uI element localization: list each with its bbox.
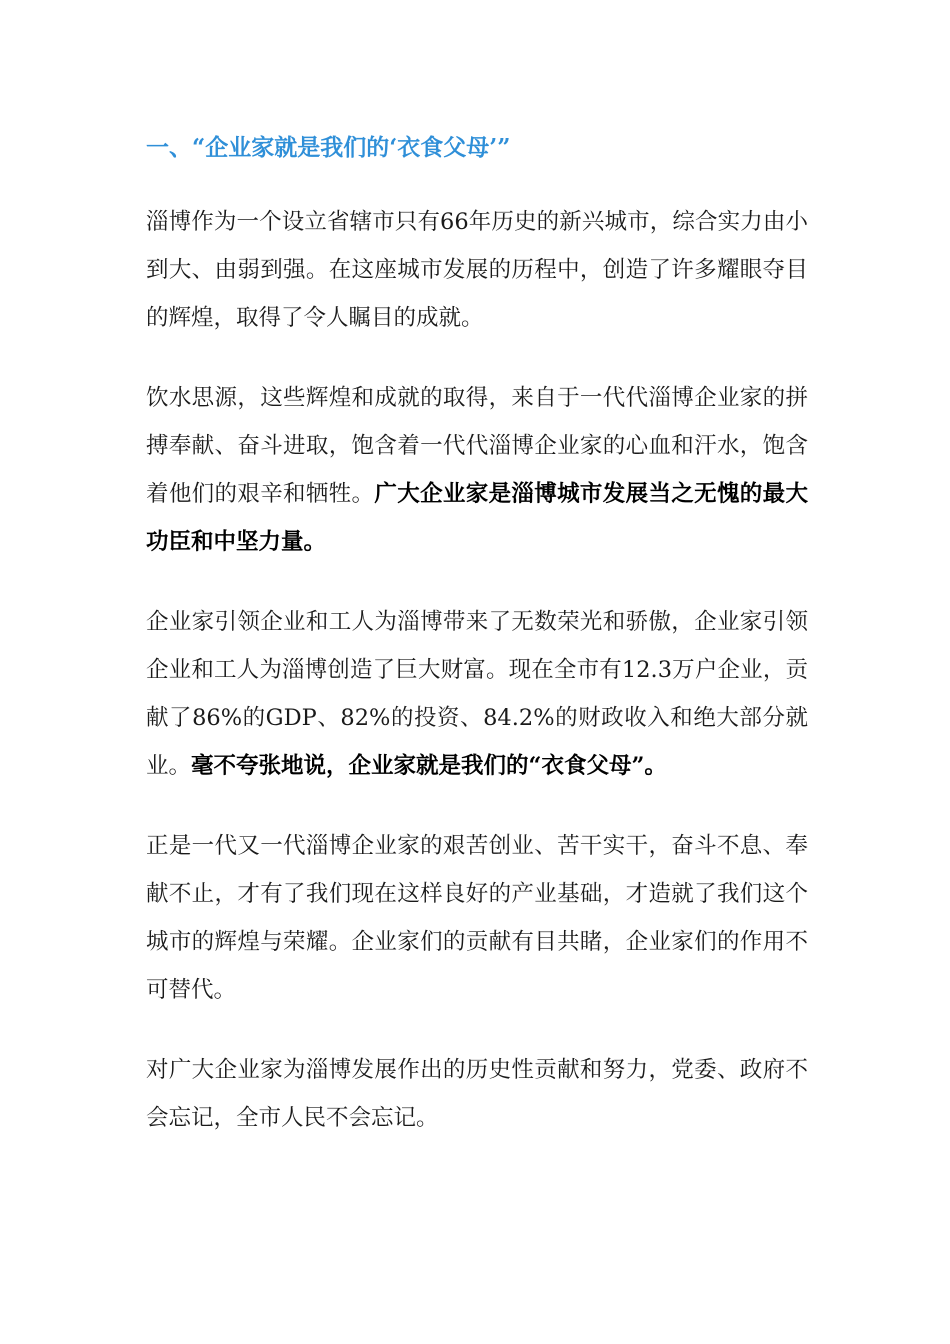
paragraph-2-bold-text: 广大企业家是淄博城市发展当之无愧的最大功臣和中坚力量。 bbox=[146, 481, 808, 555]
document-content bbox=[146, 128, 808, 1174]
section-heading: 一、“企业家就是我们的‘衣食父母’” bbox=[146, 134, 511, 161]
paragraph-4-text: 正是一代又一代淄博企业家的艰苦创业、苦干实干，奋斗不息、奉献不止，才有了我们现在这样良好的产业基础，才造就了我们这个城市的辉煌与荣耀。企业家们的贡献有目共睹，企业家们的作用不可替代。 bbox=[146, 833, 808, 1003]
paragraph-3-bold-text: 毫不夸张地说，企业家就是我们的“衣食父母”。 bbox=[191, 753, 667, 779]
paragraph-2 bbox=[146, 374, 808, 566]
paragraph-1 bbox=[146, 198, 808, 342]
paragraph-5 bbox=[146, 1046, 808, 1142]
paragraph-3 bbox=[146, 598, 808, 790]
paragraph-3-text: 企业家引领企业和工人为淄博带来了无数荣光和骄傲，企业家引领企业和工人为淄博创造了巨大财富。现在全市有12.3万户企业，贡献了86%的GDP、82%的投资、84.2%的财政收入和绝大部分就业。 bbox=[146, 609, 808, 779]
paragraph-1-text: 淄博作为一个设立省辖市只有66年历史的新兴城市，综合实力由小到大、由弱到强。在这座城市发展的历程中，创造了许多耀眼夺目的辉煌，取得了令人瞩目的成就。 bbox=[146, 209, 808, 331]
paragraph-2-text: 饮水思源，这些辉煌和成就的取得，来自于一代代淄博企业家的拼搏奉献、奋斗进取，饱含着一代代淄博企业家的心血和汗水，饱含着他们的艰辛和牺牲。 bbox=[146, 385, 808, 507]
paragraph-4 bbox=[146, 822, 808, 1014]
paragraph-5-text: 对广大企业家为淄博发展作出的历史性贡献和努力，党委、政府不会忘记，全市人民不会忘记。 bbox=[146, 1057, 808, 1131]
